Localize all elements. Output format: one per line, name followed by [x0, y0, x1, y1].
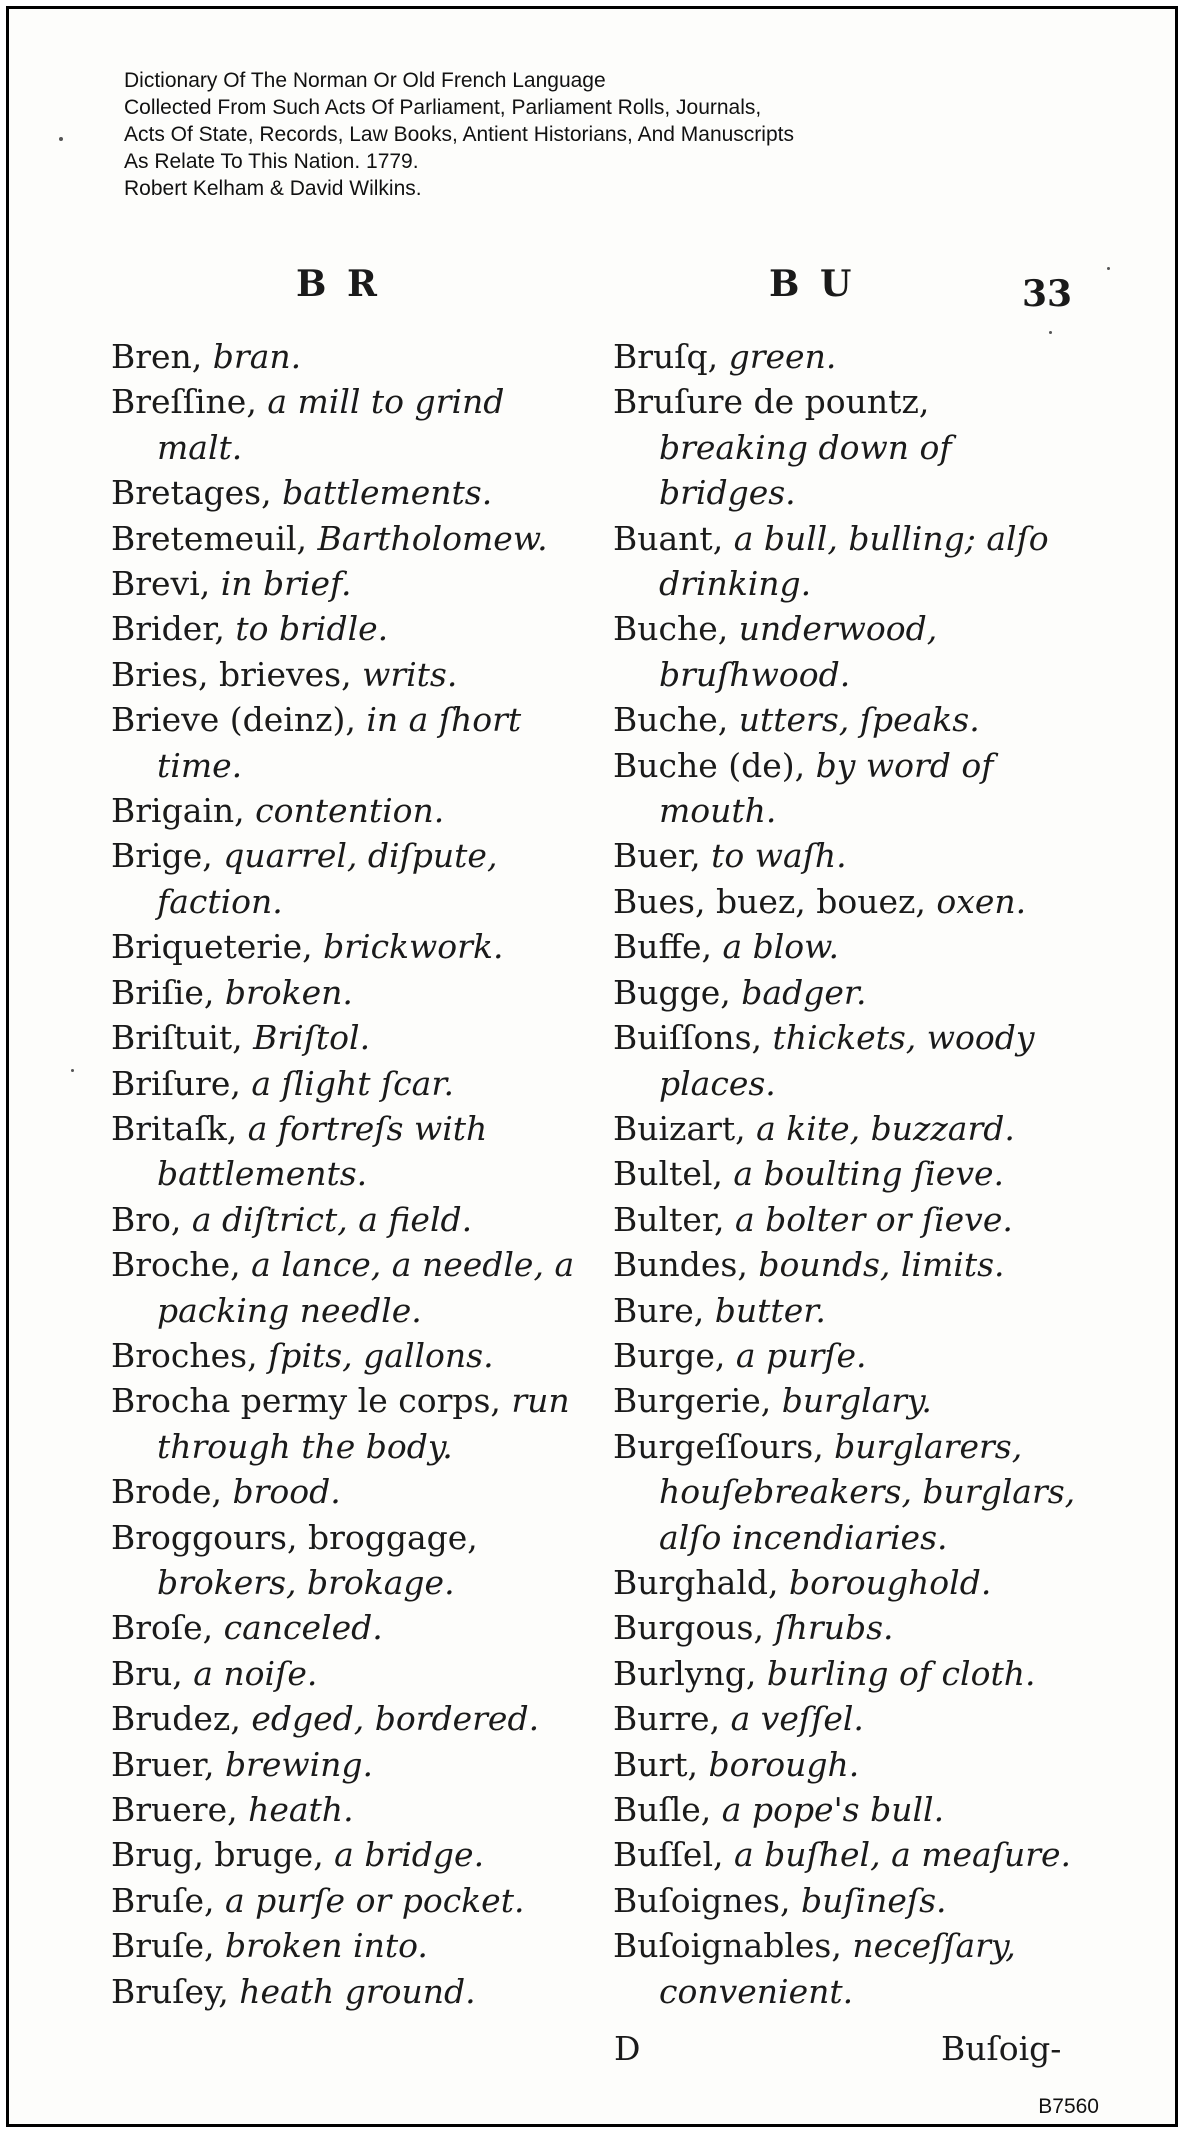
definition: a purſe or pocket. [225, 1880, 525, 1920]
dictionary-entry [111, 1605, 581, 1650]
left-running-head: B R [296, 263, 381, 305]
dictionary-entry [111, 924, 581, 969]
headword: Buſoignes, [613, 1880, 801, 1920]
definition: a boulting ſieve. [733, 1154, 1004, 1194]
headword: Briſie, [111, 972, 225, 1012]
headword: Burlyng, [613, 1653, 767, 1693]
dictionary-entry [111, 1106, 581, 1197]
definition: contention. [255, 791, 445, 831]
headword: Brudez, [111, 1699, 252, 1739]
dictionary-entry [613, 1923, 1078, 2014]
definition: buſineſs. [800, 1880, 947, 1920]
definition: a veſſel. [730, 1699, 864, 1739]
definition: breaking down of bridges. [659, 427, 952, 513]
right-column [613, 334, 1078, 2014]
dictionary-entry [613, 1742, 1078, 1787]
print-speck [59, 137, 63, 141]
dictionary-entry [613, 1151, 1078, 1196]
headword: Buer, [613, 836, 712, 876]
headword: Bries, brieves, [111, 654, 363, 694]
definition: heath ground. [239, 1971, 476, 2011]
caption-line: Robert Kelham & David Wilkins. [124, 177, 422, 200]
headword: Bro, [111, 1199, 192, 1239]
definition: to bridle. [235, 609, 389, 649]
definition: Bartholomew. [317, 518, 548, 558]
definition: a buſhel, a meaſure. [734, 1835, 1071, 1875]
definition: to waſh. [711, 836, 847, 876]
definition: quarrel, diſpute, faction. [157, 836, 498, 921]
definition: in a ſhort time. [157, 700, 522, 785]
caption-line: Collected From Such Acts Of Parliament, Parliament Rolls, Journals, [124, 96, 762, 119]
dictionary-entry [111, 1015, 581, 1060]
dictionary-entry [111, 1969, 581, 2014]
headword: Buſoignables, [613, 1926, 853, 1966]
headword: Breſſine, [111, 382, 268, 422]
headword: Bren, [111, 337, 213, 376]
headword: Broggours, broggage, [111, 1517, 478, 1557]
definition: brewing. [224, 1744, 374, 1784]
dictionary-entry [111, 970, 581, 1015]
dictionary-entry [111, 334, 581, 379]
definition: borough. [708, 1744, 860, 1784]
headword: Briſure, [111, 1063, 252, 1103]
definition: broken into. [225, 1926, 428, 1966]
definition: thickets, woody places. [659, 1018, 1035, 1103]
definition: brokers, brokage. [157, 1562, 455, 1602]
headword: Brigain, [111, 791, 256, 831]
dictionary-entry [111, 1832, 581, 1877]
headword: Bruere, [111, 1790, 249, 1829]
headword: Bruſe, [111, 1880, 226, 1920]
headword: Burgerie, [613, 1381, 782, 1421]
headword: Buiſſons, [613, 1018, 773, 1058]
headword: Burghald, [613, 1562, 789, 1602]
dictionary-entry [613, 1242, 1078, 1287]
dictionary-entry [613, 1424, 1078, 1560]
dictionary-entry [111, 1378, 581, 1469]
headword: Buizart, [613, 1108, 757, 1148]
dictionary-entry [111, 1242, 581, 1333]
headword: Britaſk, [111, 1108, 248, 1148]
definition: burling of cloth. [766, 1653, 1036, 1693]
print-speck [1107, 267, 1110, 270]
headword: Briſtuit, [111, 1018, 254, 1058]
dictionary-entry [613, 1832, 1078, 1877]
definition: a fortreſs with battlements. [157, 1108, 488, 1194]
dictionary-entry [111, 379, 581, 470]
definition: canceled. [223, 1608, 383, 1648]
dictionary-entry [111, 1515, 581, 1606]
page-frame [6, 6, 1178, 2127]
definition: Briſtol. [253, 1018, 371, 1058]
headword: Bruer, [111, 1744, 225, 1784]
dictionary-entry [613, 743, 1078, 834]
definition: badger. [741, 972, 867, 1012]
definition: butter. [714, 1290, 826, 1330]
headword: Briqueterie, [111, 927, 324, 967]
definition: writs. [362, 654, 458, 694]
dictionary-entry [111, 1742, 581, 1787]
headword: Bruſure de pountz, [613, 382, 930, 422]
headword: Brug, bruge, [111, 1835, 335, 1875]
headword: Bugge, [613, 972, 742, 1012]
definition: a diſtrict, a field. [191, 1199, 473, 1239]
definition: heath. [248, 1790, 354, 1829]
dictionary-entry [613, 1378, 1078, 1423]
dictionary-entry [111, 1651, 581, 1696]
headword: Brieve (deinz), [111, 700, 367, 740]
headword: Buant, [613, 518, 734, 558]
dictionary-entry [111, 1787, 581, 1832]
dictionary-entry [111, 561, 581, 606]
definition: a bridge. [334, 1835, 485, 1875]
dictionary-entry [613, 334, 1078, 379]
headword: Bues, buez, bouez, [613, 881, 937, 921]
dictionary-entry [613, 970, 1078, 1015]
dictionary-entry [111, 1197, 581, 1242]
definition: burglarers, houſebreakers, burglars, alſo incendiaries. [659, 1426, 1076, 1557]
definition: oxen. [936, 881, 1027, 921]
print-speck [1049, 331, 1052, 334]
dictionary-entry [111, 1696, 581, 1741]
headword: Bru, [111, 1653, 194, 1693]
dictionary-entry [613, 924, 1078, 969]
right-running-head: B U [769, 263, 856, 305]
headword: Burge, [613, 1335, 736, 1375]
definition: green. [728, 337, 837, 376]
dictionary-entry [111, 470, 581, 515]
dictionary-entry [613, 1651, 1078, 1696]
dictionary-entry [613, 1787, 1078, 1832]
headword: Bruſq, [613, 337, 729, 376]
headword: Bundes, [613, 1245, 759, 1285]
definition: edged, bordered. [251, 1699, 540, 1739]
headword: Buche, [613, 609, 739, 649]
catchword: Buſoig- [941, 2029, 1062, 2068]
definition: ſpits, gallons. [268, 1335, 494, 1375]
definition: burglary. [781, 1381, 932, 1421]
dictionary-entry [613, 1605, 1078, 1650]
headword: Buffe, [613, 927, 723, 967]
headword: Buſſel, [613, 1835, 734, 1875]
dictionary-entry [111, 1878, 581, 1923]
definition: utters, ſpeaks. [738, 700, 980, 740]
caption-line: Dictionary Of The Norman Or Old French Language [124, 69, 606, 92]
caption-block [124, 67, 794, 202]
headword: Bretages, [111, 473, 283, 513]
dictionary-entry [111, 788, 581, 833]
dictionary-entry [613, 379, 1078, 515]
dictionary-entry [613, 697, 1078, 742]
definition: brood. [232, 1472, 341, 1512]
headword: Brode, [111, 1472, 233, 1512]
page-number: 33 [1022, 273, 1073, 315]
definition: brickwork. [323, 927, 504, 967]
headword: Broche, [111, 1245, 252, 1285]
caption-line: Acts Of State, Records, Law Books, Antient Historians, And Manuscripts [124, 123, 794, 146]
definition: a bull, bulling; alſo drinking. [659, 518, 1049, 604]
definition: run through the body. [157, 1381, 570, 1466]
dictionary-entry [111, 516, 581, 561]
dictionary-entry [613, 1106, 1078, 1151]
headword: Burt, [613, 1744, 709, 1784]
dictionary-entry [613, 1288, 1078, 1333]
definition: neceſſary, convenient. [659, 1926, 1016, 2011]
headword: Bulter, [613, 1199, 735, 1239]
dictionary-entry [613, 1197, 1078, 1242]
dictionary-entry [111, 833, 581, 924]
definition: a noiſe. [193, 1653, 318, 1693]
definition: in brief. [220, 564, 352, 604]
headword: Bultel, [613, 1154, 734, 1194]
definition: a kite, buzzard. [756, 1108, 1015, 1148]
dictionary-entry [613, 1696, 1078, 1741]
definition: bran. [212, 337, 302, 376]
headword: Brocha permy le corps, [111, 1381, 512, 1421]
dictionary-entry [111, 697, 581, 788]
dictionary-entry [111, 1923, 581, 1968]
dictionary-entry [111, 1333, 581, 1378]
dictionary-entry [613, 606, 1078, 697]
definition: battlements. [282, 473, 493, 513]
dictionary-entry [111, 1469, 581, 1514]
definition: a purſe. [735, 1335, 867, 1375]
definition: a pope's bull. [721, 1790, 945, 1829]
headword: Bruſey, [111, 1971, 240, 2011]
definition: boroughold. [789, 1562, 992, 1602]
headword: Broches, [111, 1335, 269, 1375]
dictionary-entry [613, 879, 1078, 924]
headword: Buſle, [613, 1790, 722, 1829]
print-speck [71, 1069, 74, 1072]
headword: Broſe, [111, 1608, 224, 1648]
dictionary-entry [111, 1061, 581, 1106]
definition: a bolter or ſieve. [734, 1199, 1013, 1239]
dictionary-entry [613, 1015, 1078, 1106]
headword: Buche (de), [613, 745, 816, 785]
headword: Brige, [111, 836, 224, 876]
document-code: B7560 [1038, 2095, 1099, 2118]
headword: Bruſe, [111, 1926, 226, 1966]
headword: Burgeſſours, [613, 1426, 835, 1466]
definition: a mill to grind malt. [157, 382, 505, 467]
headword: Brevi, [111, 564, 221, 604]
headword: Bure, [613, 1290, 715, 1330]
left-column [111, 334, 581, 2014]
definition: by word of mouth. [659, 745, 994, 831]
definition: a lance, a needle, a packing needle. [157, 1245, 575, 1330]
dictionary-entry [111, 606, 581, 651]
definition: a ſlight ſcar. [251, 1063, 454, 1103]
definition: bounds, limits. [758, 1245, 1005, 1285]
dictionary-entry [613, 516, 1078, 607]
definition: a blow. [722, 927, 839, 967]
dictionary-entry [613, 1560, 1078, 1605]
dictionary-entry [111, 652, 581, 697]
caption-line: As Relate To This Nation. 1779. [124, 150, 419, 173]
dictionary-entry [613, 1333, 1078, 1378]
dictionary-entry [613, 833, 1078, 878]
headword: Buche, [613, 700, 739, 740]
signature-mark: D [614, 2029, 641, 2068]
headword: Bretemeuil, [111, 518, 318, 558]
headword: Burre, [613, 1699, 731, 1739]
dictionary-entry [613, 1878, 1078, 1923]
definition: ſhrubs. [774, 1608, 894, 1648]
definition: broken. [224, 972, 353, 1012]
definition: underwood, bruſhwood. [659, 609, 938, 694]
headword: Brider, [111, 609, 236, 649]
headword: Burgous, [613, 1608, 775, 1648]
